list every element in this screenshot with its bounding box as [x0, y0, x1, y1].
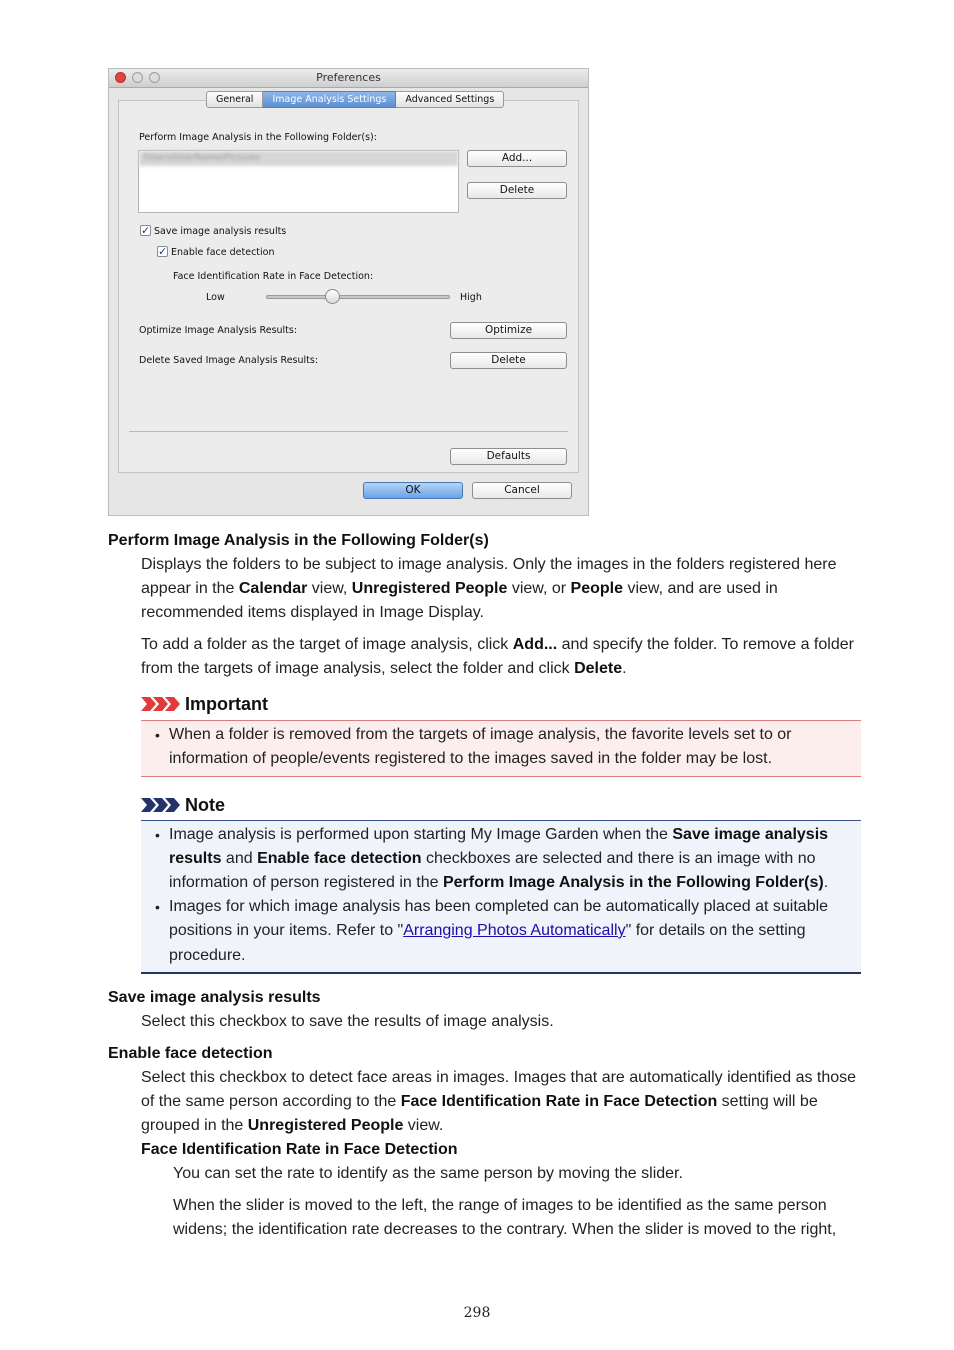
tab-advanced-settings[interactable]: Advanced Settings — [396, 91, 504, 108]
note-text-line: positions in your items. Refer to "Arranging Photos Automatically" for details on the setting — [169, 922, 806, 939]
face-detection-checkbox[interactable] — [157, 246, 168, 257]
note-text-line: results and Enable face detection checkboxes are selected and there is an image with no — [169, 850, 816, 867]
face-detection-label: Enable face detection — [171, 247, 275, 258]
delete-folder-button[interactable]: Delete — [467, 182, 567, 199]
save-results-checkbox[interactable] — [140, 225, 151, 236]
note-text-line: information of person registered in the Perform Image Analysis in the Following Folder(s). — [169, 874, 829, 891]
bullet: • — [155, 899, 160, 915]
text-line: Select this checkbox to detect face areas in images. Images that are automatically identified as those — [141, 1069, 857, 1086]
important-title: Important — [185, 693, 268, 714]
text-line: You can set the rate to identify as the same person by moving the slider. — [173, 1165, 683, 1182]
section-heading-folders: Perform Image Analysis in the Following Folder(s) — [108, 532, 489, 549]
text-line: of the same person according to the Face Identification Rate in Face Detection setting will be — [141, 1093, 818, 1110]
divider — [129, 431, 568, 432]
important-text-line: When a folder is removed from the targets of image analysis, the favorite levels set to or — [169, 726, 792, 743]
note-text-line: Images for which image analysis has been completed can be automatically placed at suitable — [169, 898, 829, 915]
arranging-photos-link[interactable]: Arranging Photos Automatically — [403, 922, 626, 939]
slider-low-label: Low — [206, 292, 225, 303]
folder-list-item[interactable]: /Users/UserName/Pictures — [139, 151, 458, 166]
note-text-line: Image analysis is performed upon starting My Image Garden when the Save image analysis — [169, 826, 829, 843]
note-title: Note — [185, 794, 225, 815]
face-rate-slider-track[interactable] — [266, 295, 450, 299]
text-line: grouped in the Unregistered People view. — [141, 1117, 444, 1134]
checkmark-icon: ✓ — [141, 224, 151, 237]
folder-list[interactable] — [138, 150, 459, 213]
section-heading-face-detection: Enable face detection — [108, 1045, 273, 1062]
face-rate-slider-description — [173, 1194, 836, 1242]
cancel-button[interactable]: Cancel — [472, 482, 572, 499]
save-results-label: Save image analysis results — [154, 226, 287, 237]
text-line: When the slider is moved to the left, the range of images to be identified as the same person — [173, 1197, 827, 1214]
text-line: appear in the Calendar view, Unregistered People view, or People view, and are used in — [141, 580, 778, 597]
text-line: Displays the folders to be subject to image analysis. Only the images in the folders registered here — [141, 556, 837, 573]
optimize-label: Optimize Image Analysis Results: — [139, 325, 298, 336]
important-heading — [141, 693, 268, 715]
text-line: To add a folder as the target of image analysis, click Add... and specify the folder. To remove a folder — [141, 636, 854, 653]
dialog-title: Preferences — [316, 71, 381, 84]
tab-general[interactable]: General — [206, 91, 263, 108]
delete-saved-label: Delete Saved Image Analysis Results: — [139, 355, 319, 366]
add-folder-button[interactable]: Add... — [467, 150, 567, 167]
note-heading — [141, 794, 225, 816]
folders-add-remove-text — [141, 633, 854, 681]
page-number: 298 — [463, 1305, 491, 1321]
tab-bar — [206, 91, 504, 108]
face-rate-description — [173, 1162, 683, 1186]
preferences-dialog — [108, 68, 589, 516]
note-chevrons-icon — [141, 798, 181, 812]
checkmark-icon: ✓ — [158, 245, 168, 258]
face-detection-description — [141, 1066, 856, 1138]
folder-list-label: Perform Image Analysis in the Following Folder(s): — [139, 132, 377, 143]
note-text-line: procedure. — [169, 947, 246, 964]
defaults-button[interactable]: Defaults — [450, 448, 567, 465]
delete-saved-button[interactable]: Delete — [450, 352, 567, 369]
text-line: widens; the identification rate decreases to the contrary. When the slider is moved to the right, — [173, 1221, 837, 1238]
title-bar — [109, 69, 588, 88]
folders-description — [141, 553, 836, 625]
text-line: from the targets of image analysis, select the folder and click Delete. — [141, 660, 627, 677]
tab-image-analysis-settings[interactable]: Image Analysis Settings — [263, 91, 396, 108]
optimize-button[interactable]: Optimize — [450, 322, 567, 339]
important-text-line: information of people/events registered to the images saved in the folder may be lost. — [169, 750, 773, 767]
slider-high-label: High — [460, 292, 482, 303]
bullet: • — [155, 727, 160, 743]
ok-button[interactable]: OK — [363, 482, 463, 499]
text-line: recommended items displayed in Image Display. — [141, 604, 484, 621]
save-results-description — [141, 1010, 554, 1034]
section-heading-save-results: Save image analysis results — [108, 989, 321, 1006]
text-line: Select this checkbox to save the results of image analysis. — [141, 1013, 554, 1030]
face-rate-label: Face Identification Rate in Face Detection: — [173, 271, 374, 282]
important-chevrons-icon — [141, 697, 181, 711]
section-heading-face-rate: Face Identification Rate in Face Detection — [141, 1141, 458, 1158]
bullet: • — [155, 827, 160, 843]
